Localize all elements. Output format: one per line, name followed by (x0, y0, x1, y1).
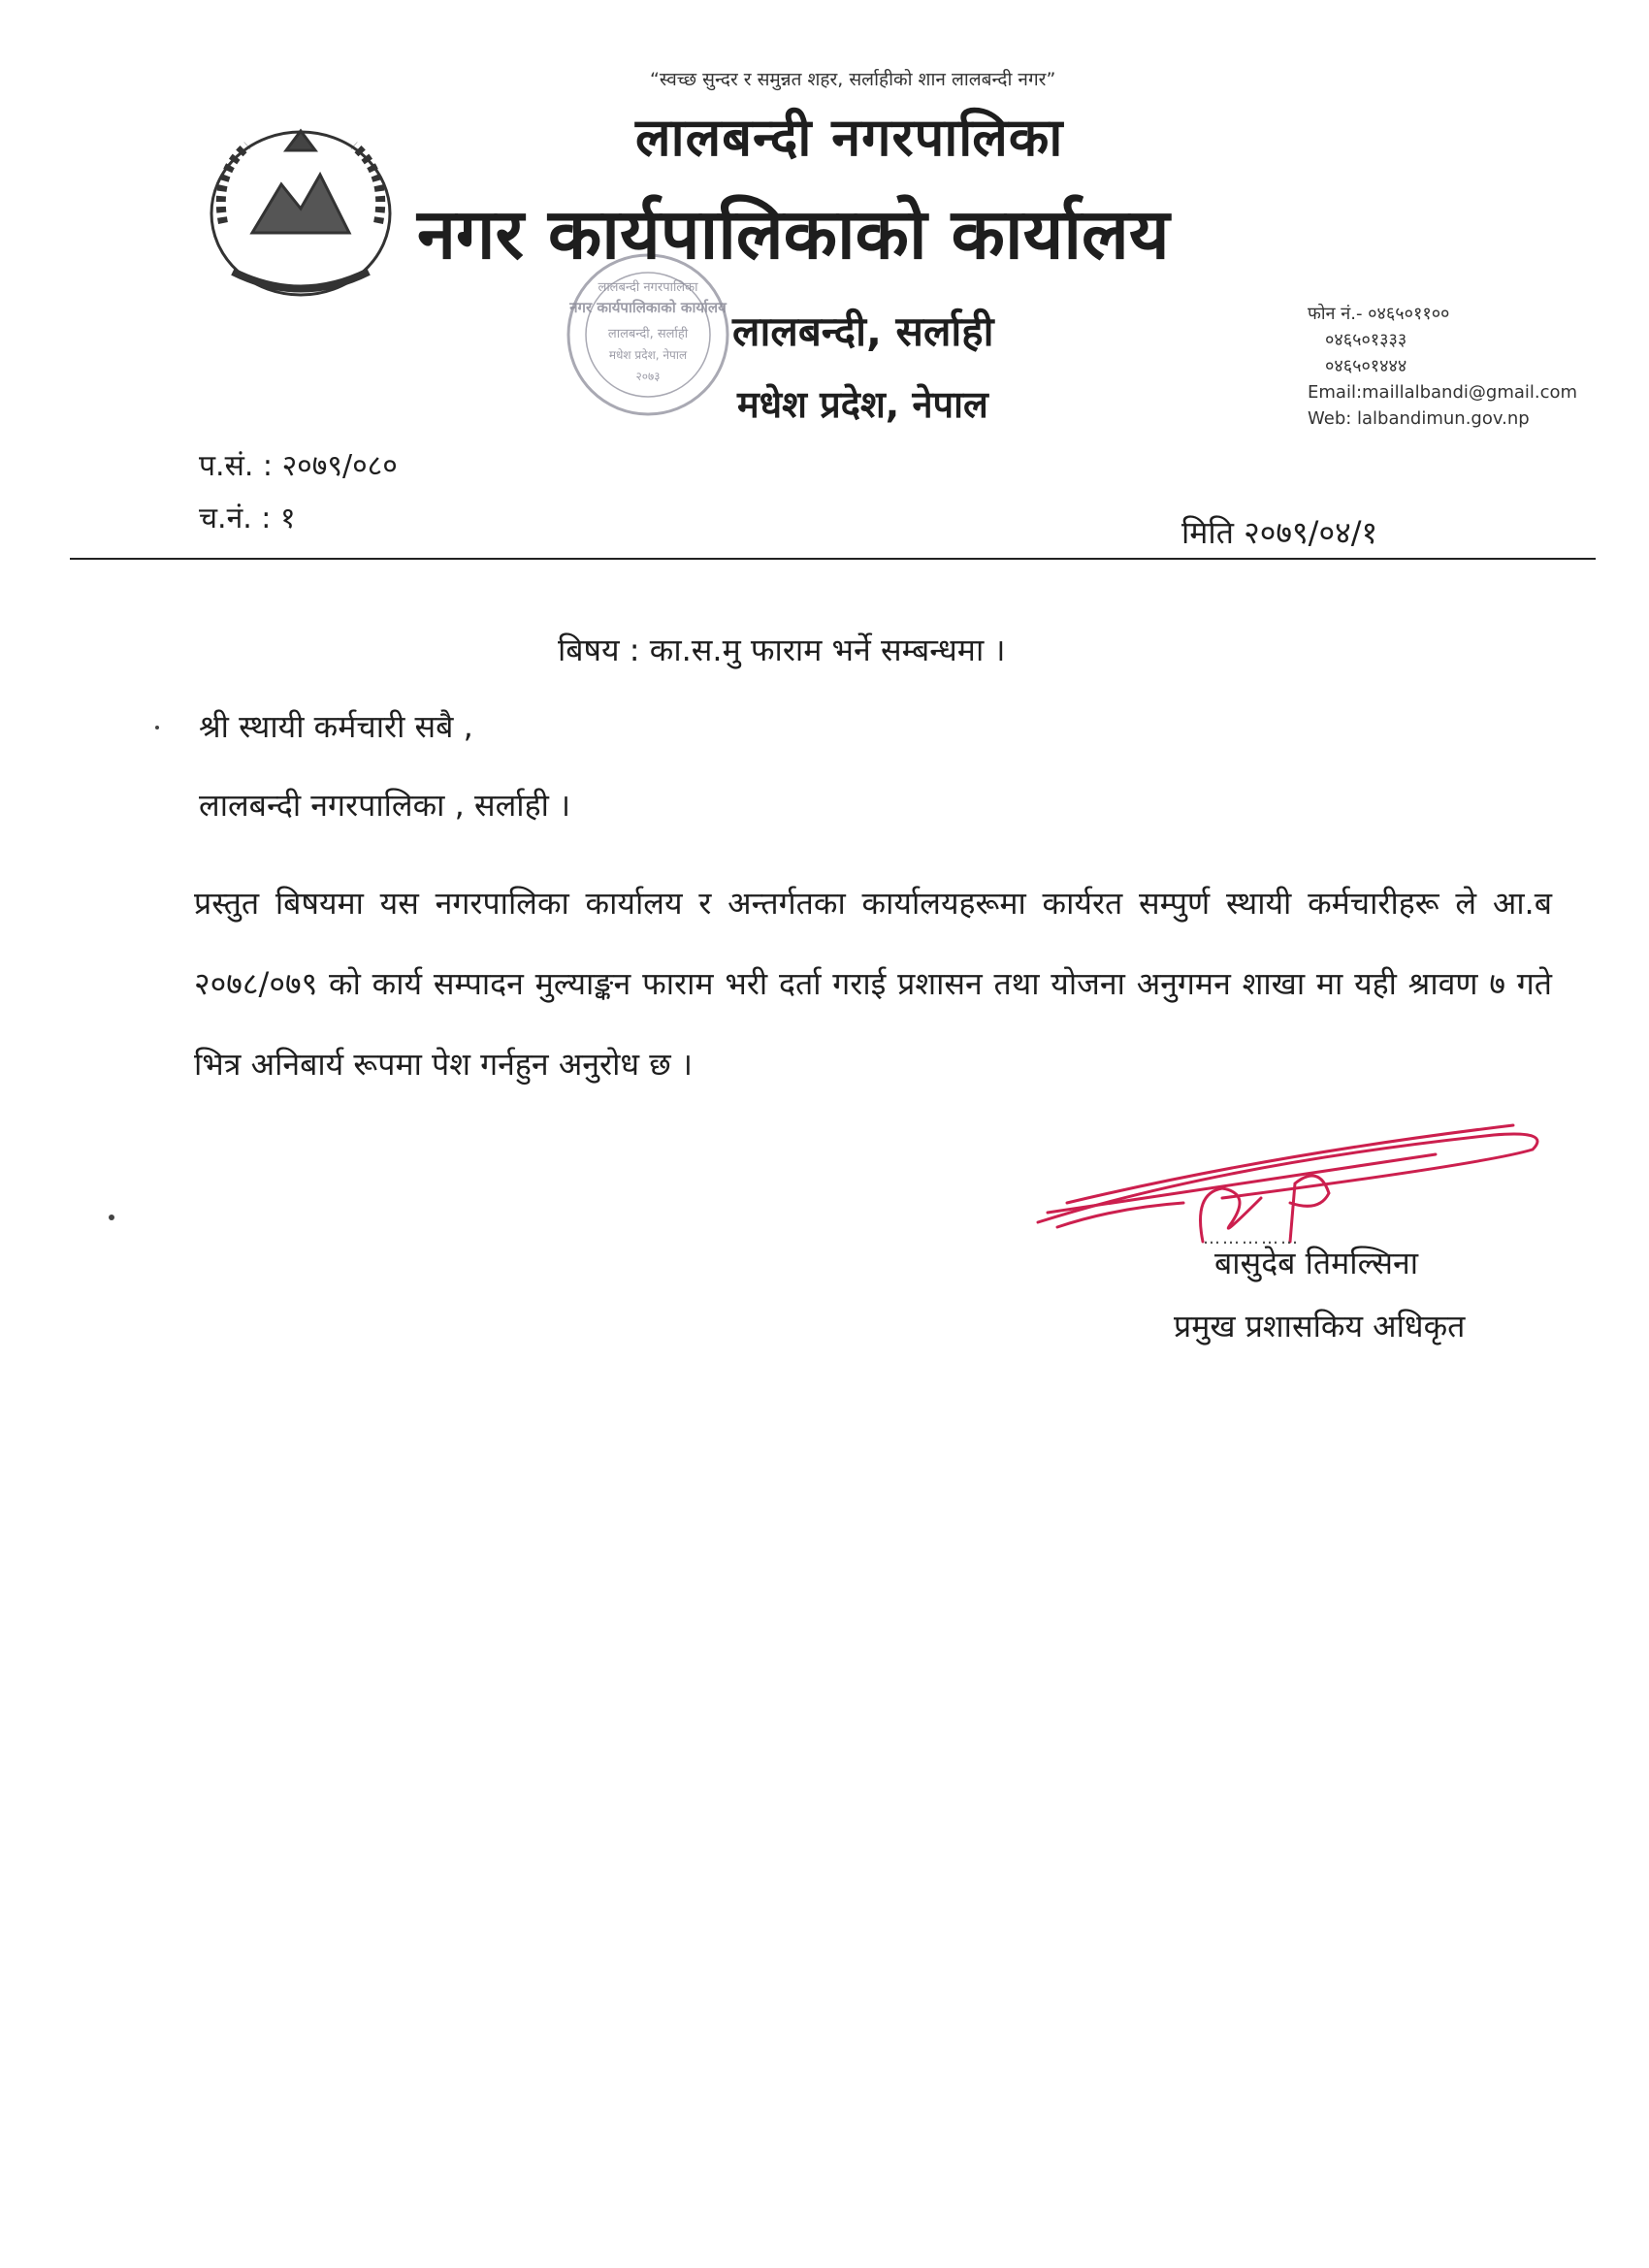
office-location: लालबन्दी, सर्लाही (732, 308, 994, 355)
office-name: नगर कार्यपालिकाको कार्यालय (417, 193, 1170, 275)
chalani-value: १ (279, 502, 296, 535)
scan-speck (109, 1215, 114, 1220)
letter-date: मिति २०७९/०४/१ (1181, 514, 1378, 551)
signatory-title: प्रमुख प्रशासकिय अधिकृत (1174, 1308, 1466, 1345)
phone-1: फोन नं.- ०४६५०११०० (1308, 304, 1450, 324)
signature-scribble (1028, 1106, 1571, 1261)
municipality-name: लालबन्दी नगरपालिका (635, 107, 1064, 168)
phone-3: ०४६५०१४४४ (1325, 356, 1407, 376)
stamp-line-1: लालबन्दी नगरपालिका (598, 280, 698, 295)
letter-body: प्रस्तुत बिषयमा यस नगरपालिका कार्यालय र अन्तर्गतका कार्यालयहरूमा कार्यरत सम्पुर्ण स्थायी कर्मचारीहरू ले आ.ब २०७८/०७९ को कार्य सम्पादन मुल्याङ्कन फाराम भरी दर्ता गराई प्रशासन तथा योजना अनुगमन शाखा मा यही श्रावण ७ गते भित्र अनिबार्य रूपमा पेश गर्नहुन अनुरोध छ । (194, 885, 1552, 1083)
email-address: Email:maillalbandi@gmail.com (1308, 382, 1578, 403)
chalani-label: च.नं. : (199, 502, 272, 535)
recipient-line-1: श्री स्थायी कर्मचारी सबै , (199, 708, 473, 745)
scan-speck (155, 726, 159, 729)
header-divider (70, 558, 1596, 560)
nepal-emblem-icon (194, 116, 407, 310)
stamp-line-5: २०७३ (635, 370, 661, 383)
motto: “स्वच्छ सुन्दर र समुन्नत शहर, सर्लाहीको शान लालबन्दी नगर” (650, 69, 1056, 90)
recipient-line-2: लालबन्दी नगरपालिका , सर्लाही । (199, 787, 571, 824)
stamp-line-3: लालबन्दी, सर्लाही (607, 327, 689, 341)
office-province: मधेश प्रदेश, नेपाल (737, 383, 988, 426)
stamp-line-2: नगर कार्यपालिकाको कार्यालय (569, 299, 727, 316)
signatory-name: बासुदेब तिमल्सिना (1214, 1245, 1419, 1281)
phone-2: ०४६५०१३३३ (1325, 330, 1407, 350)
chalani-number (199, 497, 296, 536)
letter-subject: बिषय : का.स.मु फाराम भर्ने सम्बन्धमा । (558, 632, 1006, 668)
patra-sankhya: प.सं. : २०७९/०८० (199, 449, 398, 483)
website-address: Web: lalbandimun.gov.np (1308, 408, 1530, 429)
stamp-line-4: मधेश प्रदेश, नेपाल (608, 348, 688, 362)
signature-dotted-line: …………… (1203, 1228, 1300, 1248)
contact-block (1308, 301, 1577, 432)
